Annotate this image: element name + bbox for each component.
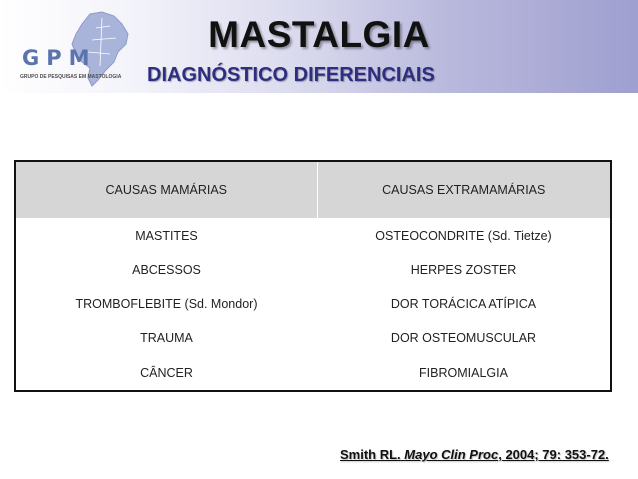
reference-citation (340, 447, 609, 462)
differential-diagnosis-table (14, 160, 612, 392)
table-row (16, 356, 610, 390)
table-cell: TROMBOFLEBITE (Sd. Mondor) (75, 296, 258, 311)
citation-author: Smith RL. (340, 447, 401, 462)
table-cell: ABCESSOS (132, 262, 201, 277)
table-cell: DOR TORÁCICA ATÍPICA (390, 296, 537, 311)
table-header-row (16, 162, 610, 218)
table-cell: CÂNCER (140, 365, 193, 380)
header-banner (0, 0, 638, 93)
table-cell: FIBROMIALGIA (419, 365, 508, 380)
page-subtitle: DIAGNÓSTICO DIFERENCIAIS (147, 64, 435, 86)
column-header-extramammary: CAUSAS EXTRAMAMÁRIAS (382, 183, 546, 197)
table-row (16, 252, 610, 286)
table-cell: TRAUMA (140, 331, 193, 346)
citation-journal: Mayo Clin Proc (404, 447, 499, 462)
column-header-mammary: CAUSAS MAMÁRIAS (16, 162, 317, 218)
table-cell: OSTEOCONDRITE (Sd. Tietze) (375, 229, 552, 244)
table-cell: HERPES ZOSTER (410, 262, 517, 277)
table-cell: MASTITES (135, 229, 198, 244)
page-title: MASTALGIA (208, 14, 430, 55)
table-row (16, 218, 610, 252)
citation-details: , 2004; 79: 353-72. (498, 447, 609, 462)
table-cell: DOR OSTEOMUSCULAR (390, 331, 537, 346)
table-row (16, 287, 610, 321)
logo-letters: GPM (22, 46, 97, 70)
table-row (16, 321, 610, 355)
logo-subtitle: GRUPO DE PESQUISAS EM MASTOLOGIA (20, 74, 122, 80)
